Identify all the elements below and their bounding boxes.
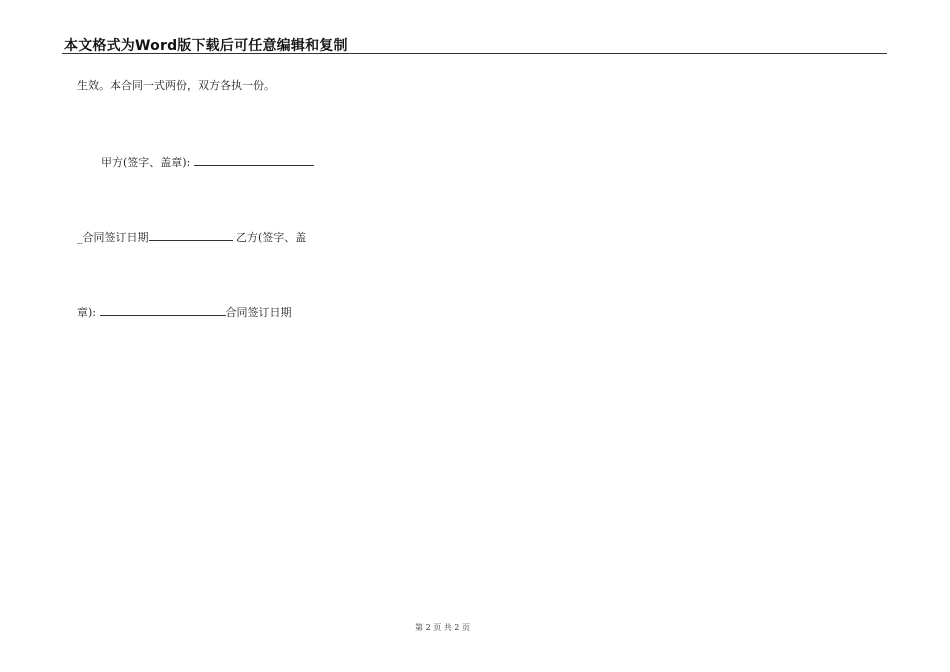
party-b-signature-label-cont: 章): xyxy=(77,306,96,319)
header-divider xyxy=(62,53,887,54)
contract-date-blank xyxy=(149,229,233,241)
party-a-signature-blank xyxy=(194,154,314,166)
document-header-title: 本文格式为Word版下载后可任意编辑和复制 xyxy=(64,38,348,54)
date-and-party-b-line xyxy=(77,229,306,245)
contract-date-label-b: 合同签订日期 xyxy=(225,306,292,319)
contract-date-label: _合同签订日期 xyxy=(77,231,149,244)
party-a-signature-line xyxy=(101,154,314,170)
page-footer xyxy=(0,622,885,633)
party-b-signature-line xyxy=(77,304,292,320)
paragraph-effective-clause: 生效。本合同一式两份，双方各执一份。 xyxy=(77,79,275,92)
party-b-signature-label: 乙方(签字、盖 xyxy=(236,231,307,244)
page-number-label: 第 2 页 共 2 页 xyxy=(415,623,470,632)
party-a-signature-label: 甲方(签字、盖章): xyxy=(101,156,191,169)
party-b-signature-blank xyxy=(100,304,226,316)
